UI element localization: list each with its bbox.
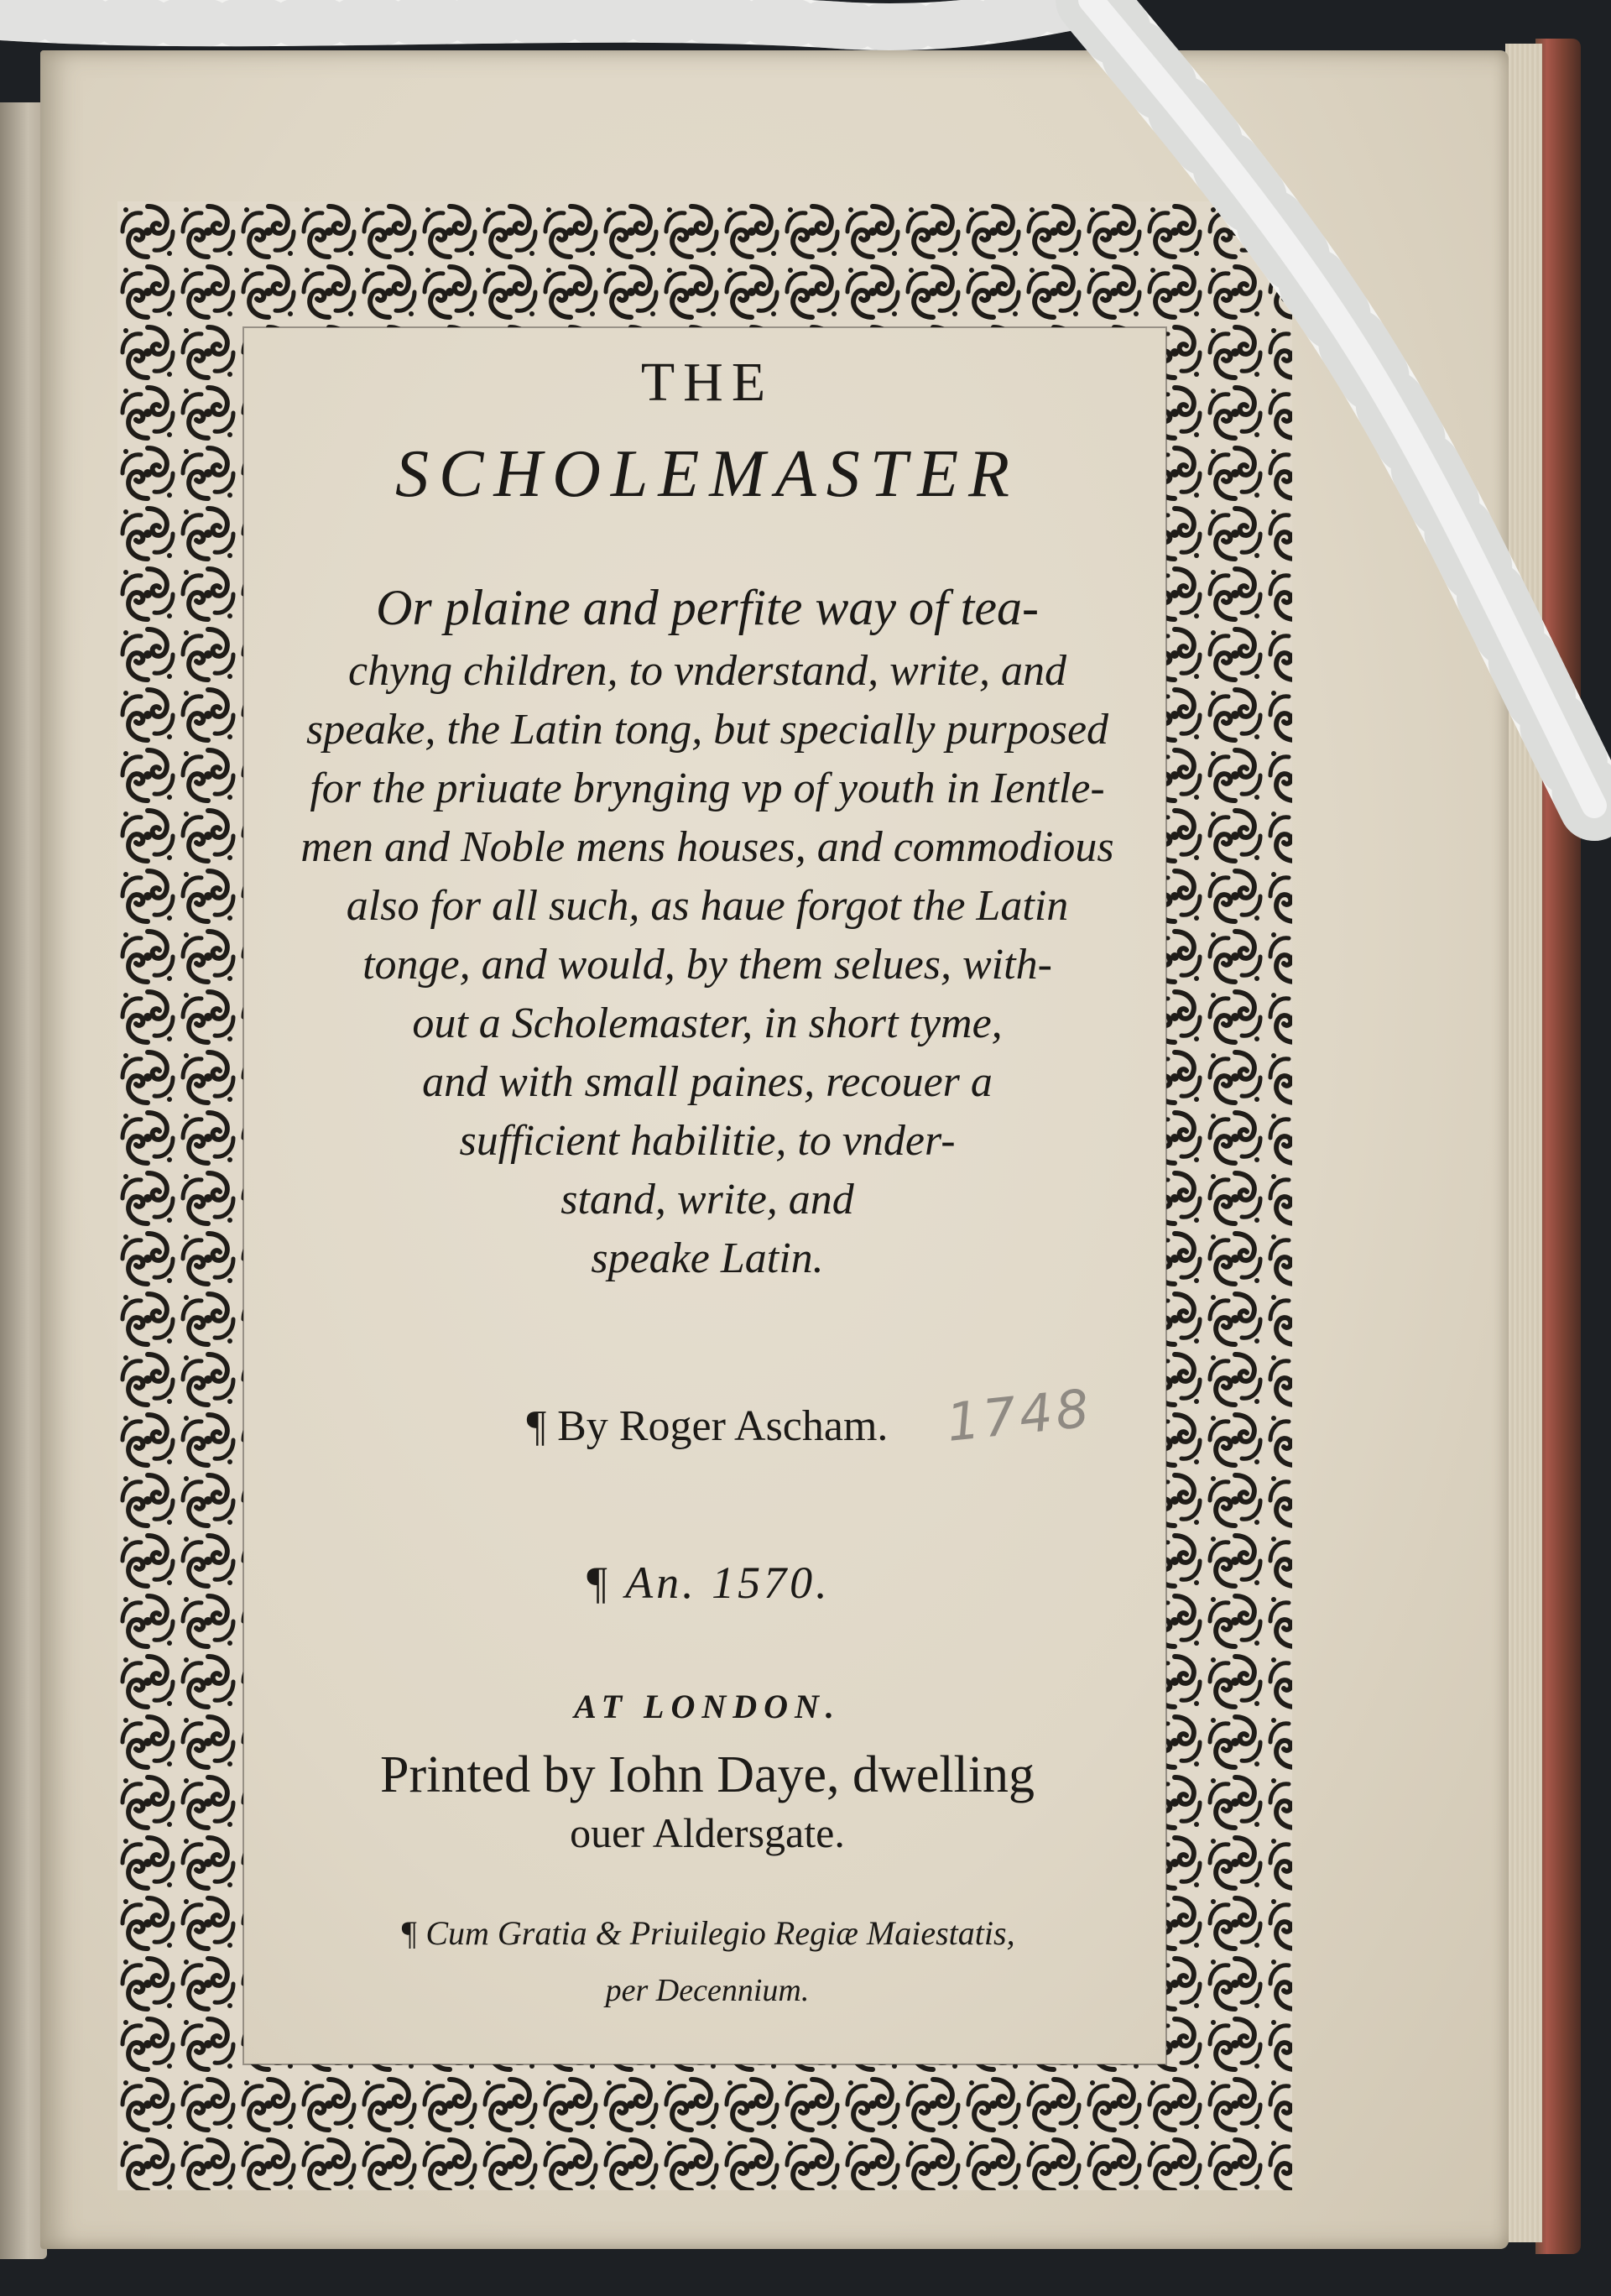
handwritten-pencil-note: 1748 xyxy=(943,1377,1096,1453)
printer-line-2: ouer Aldersgate. xyxy=(570,1809,845,1856)
author-line: ¶ By Roger Ascham. xyxy=(526,1402,889,1450)
title-page xyxy=(40,50,1509,2249)
year-line: ¶ An. 1570. xyxy=(584,1558,831,1608)
description-line: chyng children, to vnderstand, write, and xyxy=(348,647,1066,695)
title-word-the: THE xyxy=(640,352,774,413)
description-line: also for all such, as haue forgot the Latin xyxy=(346,882,1069,930)
printer-line-1: Printed by Iohn Daye, dwelling xyxy=(379,1746,1035,1803)
page-stack-edge xyxy=(1505,44,1542,2242)
description-line: sufficient habilitie, to vnder- xyxy=(459,1117,956,1165)
privilege-line-1: ¶ Cum Gratia & Priuilegio Regiæ Maiestatis, xyxy=(399,1914,1015,1952)
book-cover-edge xyxy=(1535,39,1581,2254)
description-line: speake, the Latin tong, but specially purposed xyxy=(305,706,1109,754)
description-line: tonge, and would, by them selues, with- xyxy=(362,941,1052,989)
description-line: for the priuate brynging vp of youth in Ientle- xyxy=(310,764,1105,812)
title-text-block xyxy=(191,336,1223,2056)
description-line: and with small paines, recouer a xyxy=(422,1058,993,1106)
description-line: men and Noble mens houses, and commodious xyxy=(300,823,1114,871)
privilege-line-2: per Decennium. xyxy=(605,1973,810,2008)
description-line: speake Latin. xyxy=(591,1234,824,1282)
description-line: Or plaine and perfite way of tea- xyxy=(376,580,1039,635)
book-title: SCHOLEMASTER xyxy=(395,437,1019,511)
place-line: AT LONDON. xyxy=(574,1688,841,1725)
description-line: stand, write, and xyxy=(560,1176,854,1224)
description-line: out a Scholemaster, in short tyme, xyxy=(412,999,1003,1047)
